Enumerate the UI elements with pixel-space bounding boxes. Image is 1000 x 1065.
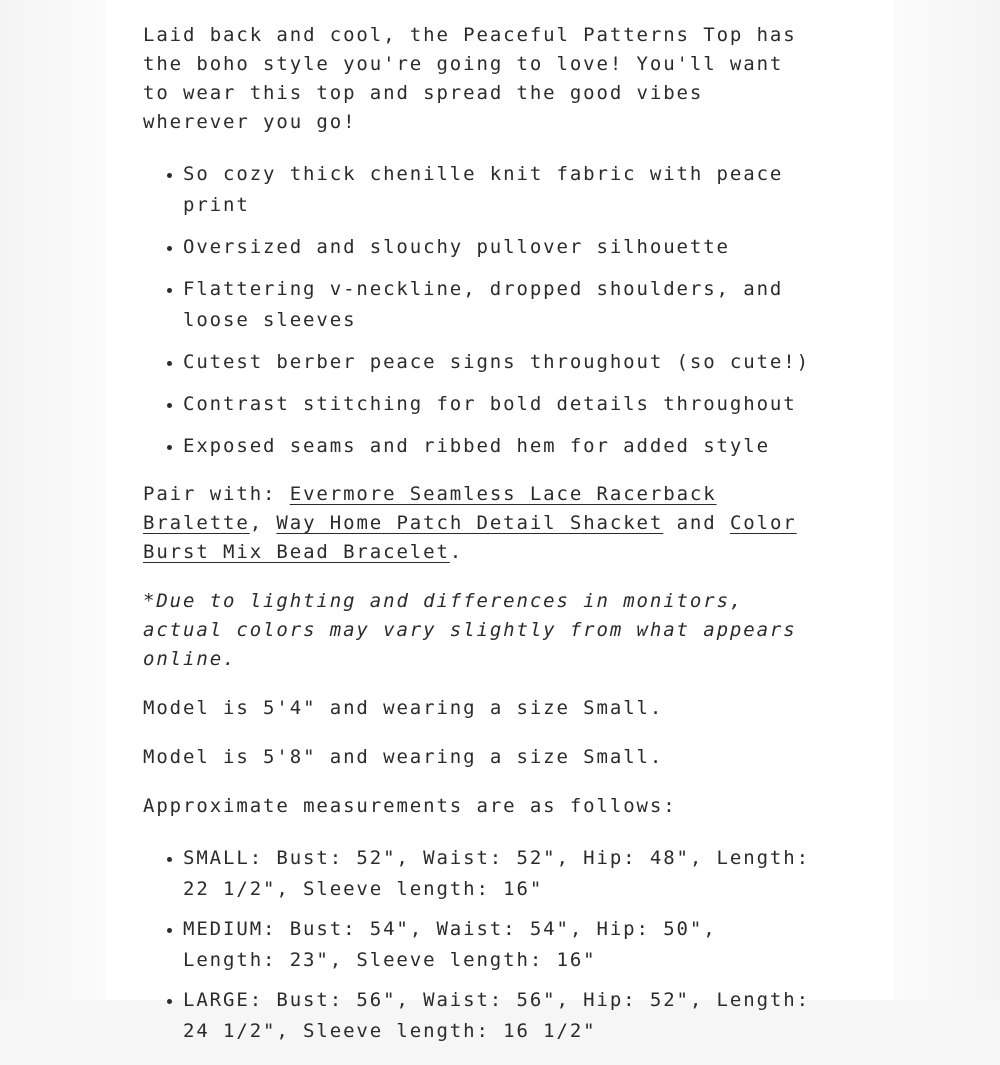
feature-item: • Oversized and slouchy pullover silhouette (183, 232, 823, 263)
feature-list (143, 159, 823, 462)
measurement-item: • SMALL: Bust: 52", Waist: 52", Hip: 48", Length: 22 1/2", Sleeve length: 16" (183, 843, 823, 905)
model-info: Model is 5'8" and wearing a size Small. (143, 746, 664, 768)
measurement-item: • LARGE: Bust: 56", Waist: 56", Hip: 52", Length: 24 1/2", Sleeve length: 16 1/2" (183, 985, 823, 1047)
bralette-link[interactable]: Evermore Seamless Lace Racerback Bralette (143, 483, 717, 534)
measurement-item: • MEDIUM: Bust: 54", Waist: 54", Hip: 50", Length: 23", Sleeve length: 16" (183, 914, 823, 976)
bracelet-link[interactable]: Color Burst Mix Bead Bracelet (143, 512, 797, 563)
feature-item: • Cutest berber peace signs throughout (so cute!) (183, 347, 823, 378)
pair-with-paragraph (143, 480, 823, 567)
feature-item: • So cozy thick chenille knit fabric with peace print (183, 159, 823, 221)
measurements-list (143, 843, 823, 1047)
measurements-heading: Approximate measurements are as follows: (143, 795, 677, 817)
pair-with-separator: , (249, 512, 277, 534)
shacket-link[interactable]: Way Home Patch Detail Shacket (276, 512, 664, 534)
color-disclaimer: *Due to lighting and differences in monitors, actual colors may vary slightly from what appears online. (143, 590, 797, 670)
product-description (143, 21, 823, 1065)
pair-with-suffix: . (449, 541, 464, 563)
intro-paragraph: Laid back and cool, the Peaceful Patterns Top has the boho style you're going to love! You'll want to wear this top and spread the good vibes wherever you go! (143, 24, 797, 133)
feature-item: • Exposed seams and ribbed hem for added style (183, 431, 823, 462)
pair-with-prefix: Pair with: (143, 483, 290, 505)
model-info: Model is 5'4" and wearing a size Small. (143, 697, 664, 719)
feature-item: • Flattering v-neckline, dropped shoulders, and loose sleeves (183, 274, 823, 336)
pair-with-separator: and (663, 512, 730, 534)
feature-item: • Contrast stitching for bold details throughout (183, 389, 823, 420)
